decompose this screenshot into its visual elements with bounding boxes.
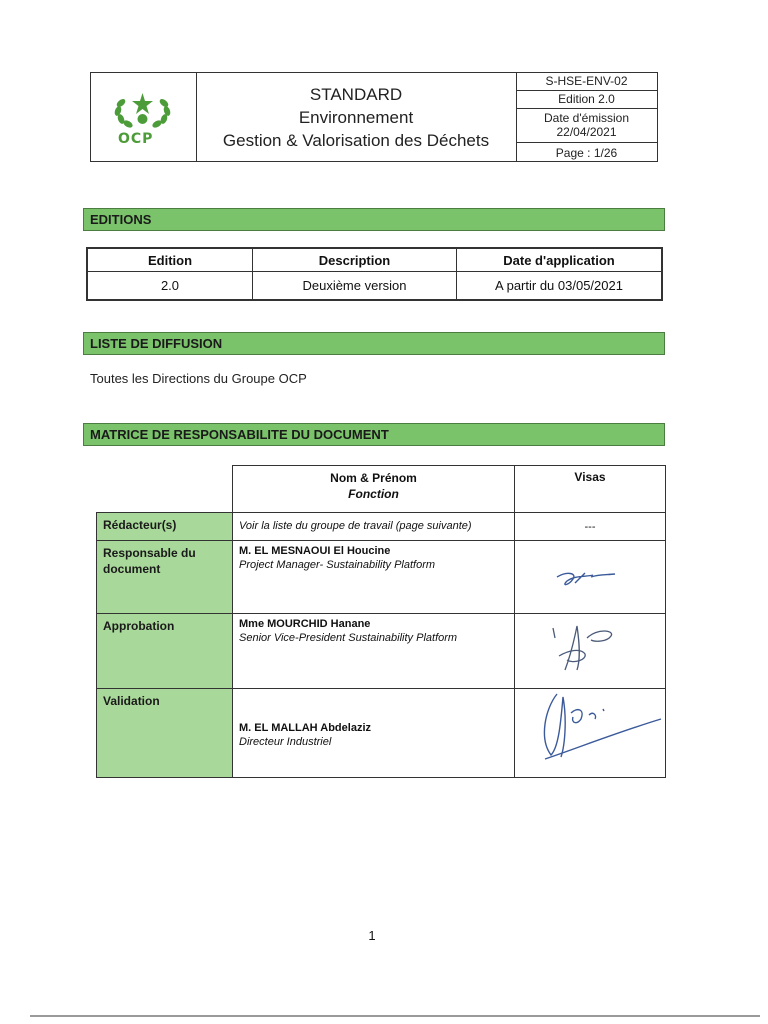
section-title: MATRICE DE RESPONSABILITE DU DOCUMENT xyxy=(90,427,389,442)
document-header xyxy=(90,72,658,162)
column-header: Edition xyxy=(87,248,253,272)
page-number: 1 xyxy=(368,928,376,943)
responsibility-matrix xyxy=(96,465,666,780)
emission-date xyxy=(516,109,657,143)
person-function: Project Manager- Sustainability Platform xyxy=(239,559,436,571)
redacteur-function xyxy=(232,512,515,541)
table-cell: 2.0 xyxy=(87,272,253,301)
document-code: S-HSE-ENV-02 xyxy=(516,73,657,91)
editions-table xyxy=(86,247,663,301)
table-cell: A partir du 03/05/2021 xyxy=(457,272,663,301)
role-validation: Validation xyxy=(96,688,233,778)
title-line-1: STANDARD xyxy=(309,84,403,104)
person-name: M. EL MESNAOUI El Houcine xyxy=(239,545,391,557)
person-function: Voir la liste du groupe de travail (page suivante) xyxy=(239,520,472,532)
signature-icon xyxy=(515,614,665,688)
ocp-emblem-icon xyxy=(91,73,194,161)
person-name: Mme MOURCHID Hanane xyxy=(239,618,371,630)
col-name-label: Nom & Prénom xyxy=(330,471,417,485)
column-header-visas: Visas xyxy=(514,465,666,513)
page-edge-line xyxy=(30,1015,760,1017)
column-header: Date d'application xyxy=(457,248,663,272)
visa-redacteur: --- xyxy=(514,512,666,541)
document-meta xyxy=(516,73,657,161)
emission-date-label: Date d'émission xyxy=(544,111,629,125)
column-header: Description xyxy=(253,248,457,272)
responsable-person xyxy=(232,540,515,614)
section-diffusion xyxy=(83,332,665,355)
role-redacteur: Rédacteur(s) xyxy=(96,512,233,541)
section-matrix xyxy=(83,423,665,446)
table-cell: Deuxième version xyxy=(253,272,457,301)
logo-text: OCP xyxy=(118,131,154,147)
page-count: Page : 1/26 xyxy=(555,146,618,160)
visa-validation xyxy=(514,688,666,778)
signature-icon xyxy=(515,541,665,613)
document-title xyxy=(196,73,517,161)
title-line-3: Gestion & Valorisation des Déchets xyxy=(222,130,490,150)
edition-label: Edition 2.0 xyxy=(516,91,657,109)
person-function: Directeur Industriel xyxy=(239,736,332,748)
role-approbation: Approbation xyxy=(96,613,233,689)
table-header-row xyxy=(87,248,662,272)
person-name: M. EL MALLAH Abdelaziz xyxy=(239,722,371,734)
col-function-label: Fonction xyxy=(348,487,399,501)
column-header-name xyxy=(232,465,515,513)
table-row xyxy=(87,272,662,301)
emission-date-value: 22/04/2021 xyxy=(556,125,617,139)
approbation-person xyxy=(232,613,515,689)
validation-person xyxy=(232,688,515,778)
visa-approbation xyxy=(514,613,666,689)
diffusion-text: Toutes les Directions du Groupe OCP xyxy=(90,371,307,386)
section-title: EDITIONS xyxy=(90,212,152,227)
section-title: LISTE DE DIFFUSION xyxy=(90,336,223,351)
person-function: Senior Vice-President Sustainability Platform xyxy=(239,632,458,644)
role-responsable: Responsable du document xyxy=(96,540,233,614)
section-editions xyxy=(83,208,665,231)
ocp-logo xyxy=(91,73,197,161)
title-line-2: Environnement xyxy=(298,107,414,127)
visa-responsable xyxy=(514,540,666,614)
signature-icon xyxy=(515,689,665,777)
